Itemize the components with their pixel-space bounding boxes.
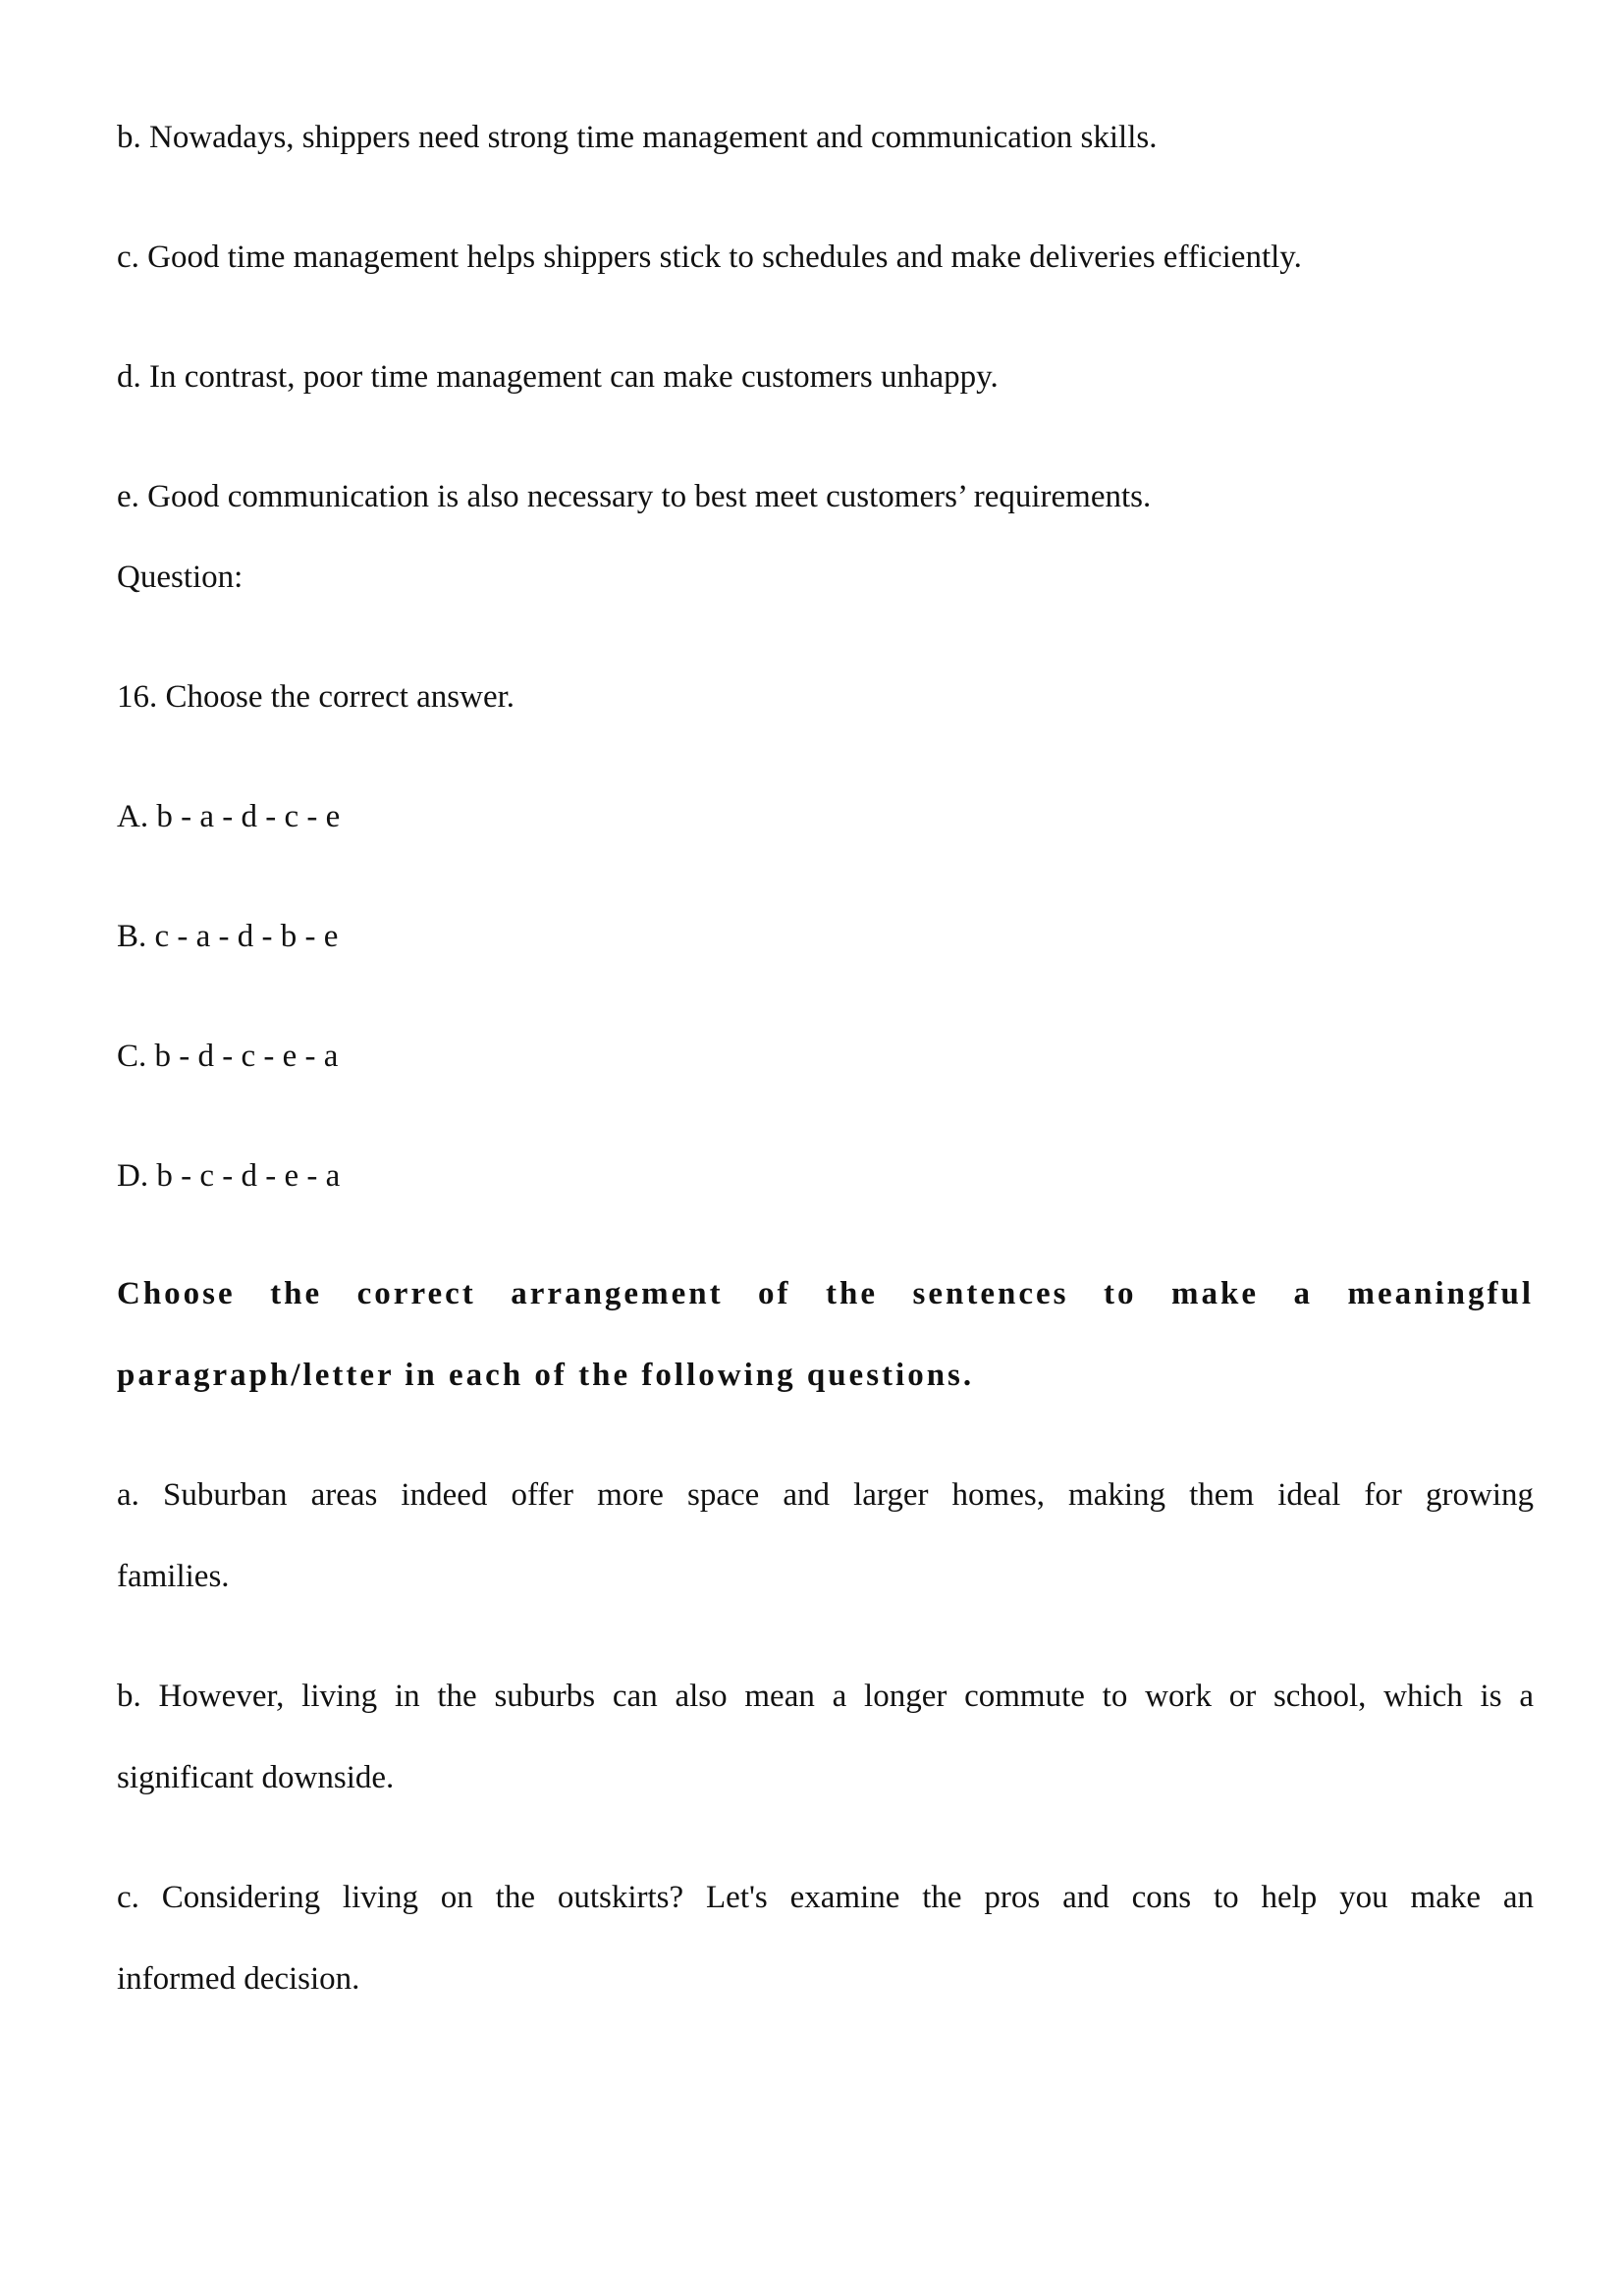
next-sentence-a-line-2: families. — [117, 1559, 230, 1594]
instruction-line-1: Choose the correct arrangement of the sentences to make a meaningful — [117, 1276, 1534, 1311]
sentence-b: b. Nowadays, shippers need strong time management and communication skills. — [117, 120, 1158, 155]
next-sentence-b-line-1: b. However, living in the suburbs can also mean a longer commute to work or school, which is a — [117, 1679, 1534, 1714]
sentence-c: c. Good time management helps shippers stick to schedules and make deliveries efficiently. — [117, 240, 1302, 275]
option-d: D. b - c - d - e - a — [117, 1158, 341, 1194]
instruction-line-2: paragraph/letter in each of the following questions. — [117, 1358, 975, 1393]
option-c: C. b - d - c - e - a — [117, 1039, 339, 1074]
next-sentence-a-line-1: a. Suburban areas indeed offer more space and larger homes, making them ideal for growing — [117, 1477, 1534, 1513]
next-sentence-b-line-2: significant downside. — [117, 1760, 395, 1795]
option-b: B. c - a - d - b - e — [117, 919, 339, 954]
next-sentence-c-line-2: informed decision. — [117, 1961, 360, 1997]
sentence-d: d. In contrast, poor time management can make customers unhappy. — [117, 359, 999, 395]
question-label: Question: — [117, 560, 244, 595]
sentence-e: e. Good communication is also necessary to best meet customers’ requirements. — [117, 479, 1152, 514]
next-sentence-c-line-1: c. Considering living on the outskirts? Let's examine the pros and cons to help you make an — [117, 1880, 1534, 1915]
option-a: A. b - a - d - c - e — [117, 799, 341, 834]
question-text: 16. Choose the correct answer. — [117, 679, 515, 715]
